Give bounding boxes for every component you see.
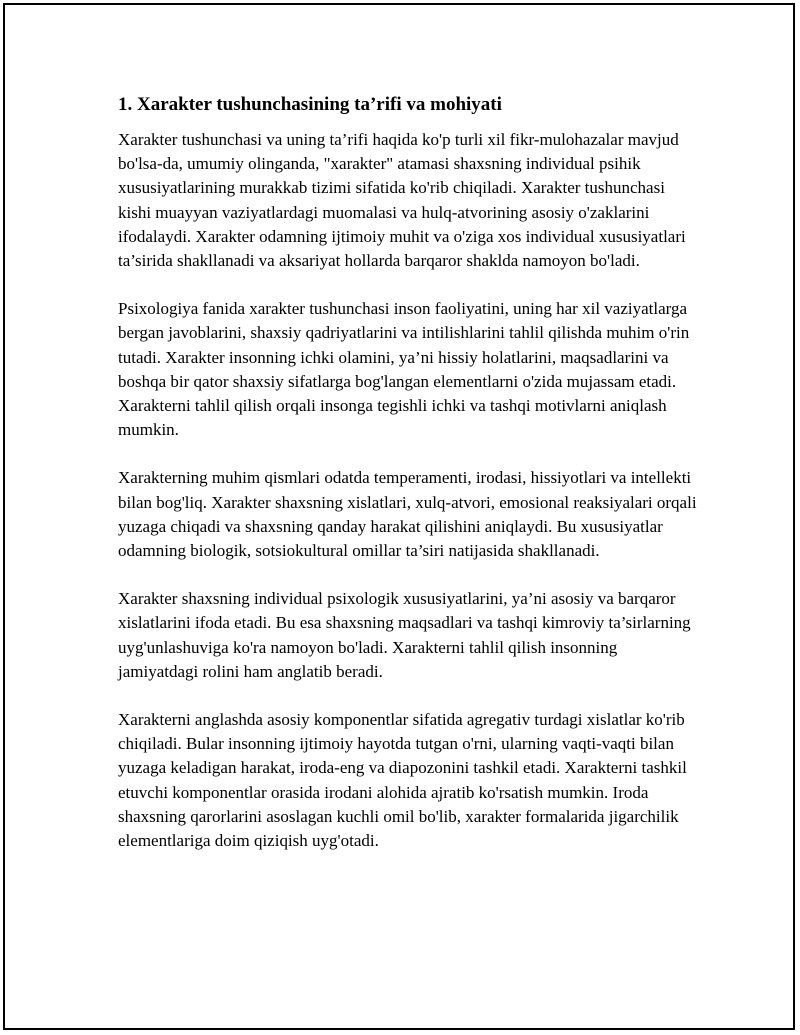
paragraph-1: Xarakter tushunchasi va uning ta’rifi haqida ko'p turli xil fikr-mulohazalar mavjud bo'lsa-da, umumiy olinganda, "xarakter" atamasi shaxsning individual psihik xususiyatlarining murakkab tizimi sifatida ko'rib chiqiladi. Xarakter tushunchasi kishi muayyan vaziyatlardagi muomalasi va hulq-atvorining asosiy o'zaklarini ifodalaydi. Xarakter odamning ijtimoiy muhit va o'ziga xos individual xususiyatlari ta’sirida shakllanadi va aksariyat hollarda barqaror shaklda namoyon bo'ladi. (118, 130, 686, 271)
document-body (118, 92, 698, 877)
paragraph-3: Xarakterning muhim qismlari odatda temperamenti, irodasi, hissiyotlari va intellekti bilan bog'liq. Xarakter shaxsning xislatlari, xulq-atvori, emosional reaksiyalari orqali yuzaga chiqadi va shaxsning qanday harakat qilishini aniqlaydi. Bu xususiyatlar odamning biologik, sotsiokultural omillar ta’siri natijasida shakllanadi. (118, 468, 697, 561)
paragraph-4: Xarakter shaxsning individual psixologik xususiyatlarini, ya’ni asosiy va barqaror xislatlarini ifoda etadi. Bu esa shaxsning maqsadlari va tashqi kimroviy ta’sirlarning uyg'unlashuviga ko'ra namoyon bo'ladi. Xarakterni tahlil qilish insonning jamiyatdagi rolini ham anglatib beradi. (118, 589, 691, 681)
section-heading: 1. Xarakter tushunchasining ta’rifi va mohiyati (118, 94, 502, 115)
paragraph-5: Xarakterni anglashda asosiy komponentlar sifatida agregativ turdagi xislatlar ko'rib chiqiladi. Bular insonning ijtimoiy hayotda tutgan o'rni, ularning vaqti-vaqti bilan yuzaga keladigan harakat, iroda-eng va diapozonini tashkil etadi. Xarakterni tashkil etuvchi komponentlar orasida irodani alohida ajratib ko'rsatish mumkin. Iroda shaxsning qarorlarini asoslagan kuchli omil bo'lib, xarakter formalarida jigarchilik elementlariga doim qiziqish uyg'otadi. (118, 710, 687, 851)
paragraph-2: Psixologiya fanida xarakter tushunchasi inson faoliyatini, uning har xil vaziyatlarga bergan javoblarini, shaxsiy qadriyatlarini va intilishlarini tahlil qilishda muhim o'rin tutadi. Xarakter insonning ichki olamini, ya’ni hissiy holatlarini, maqsadlarini va boshqa bir qator shaxsiy sifatlarga bog'langan elementlarni o'zida mujassam etadi. Xarakterni tahlil qilish orqali insonga tegishli ichki va tashqi motivlarni aniqlash mumkin. (118, 299, 690, 440)
